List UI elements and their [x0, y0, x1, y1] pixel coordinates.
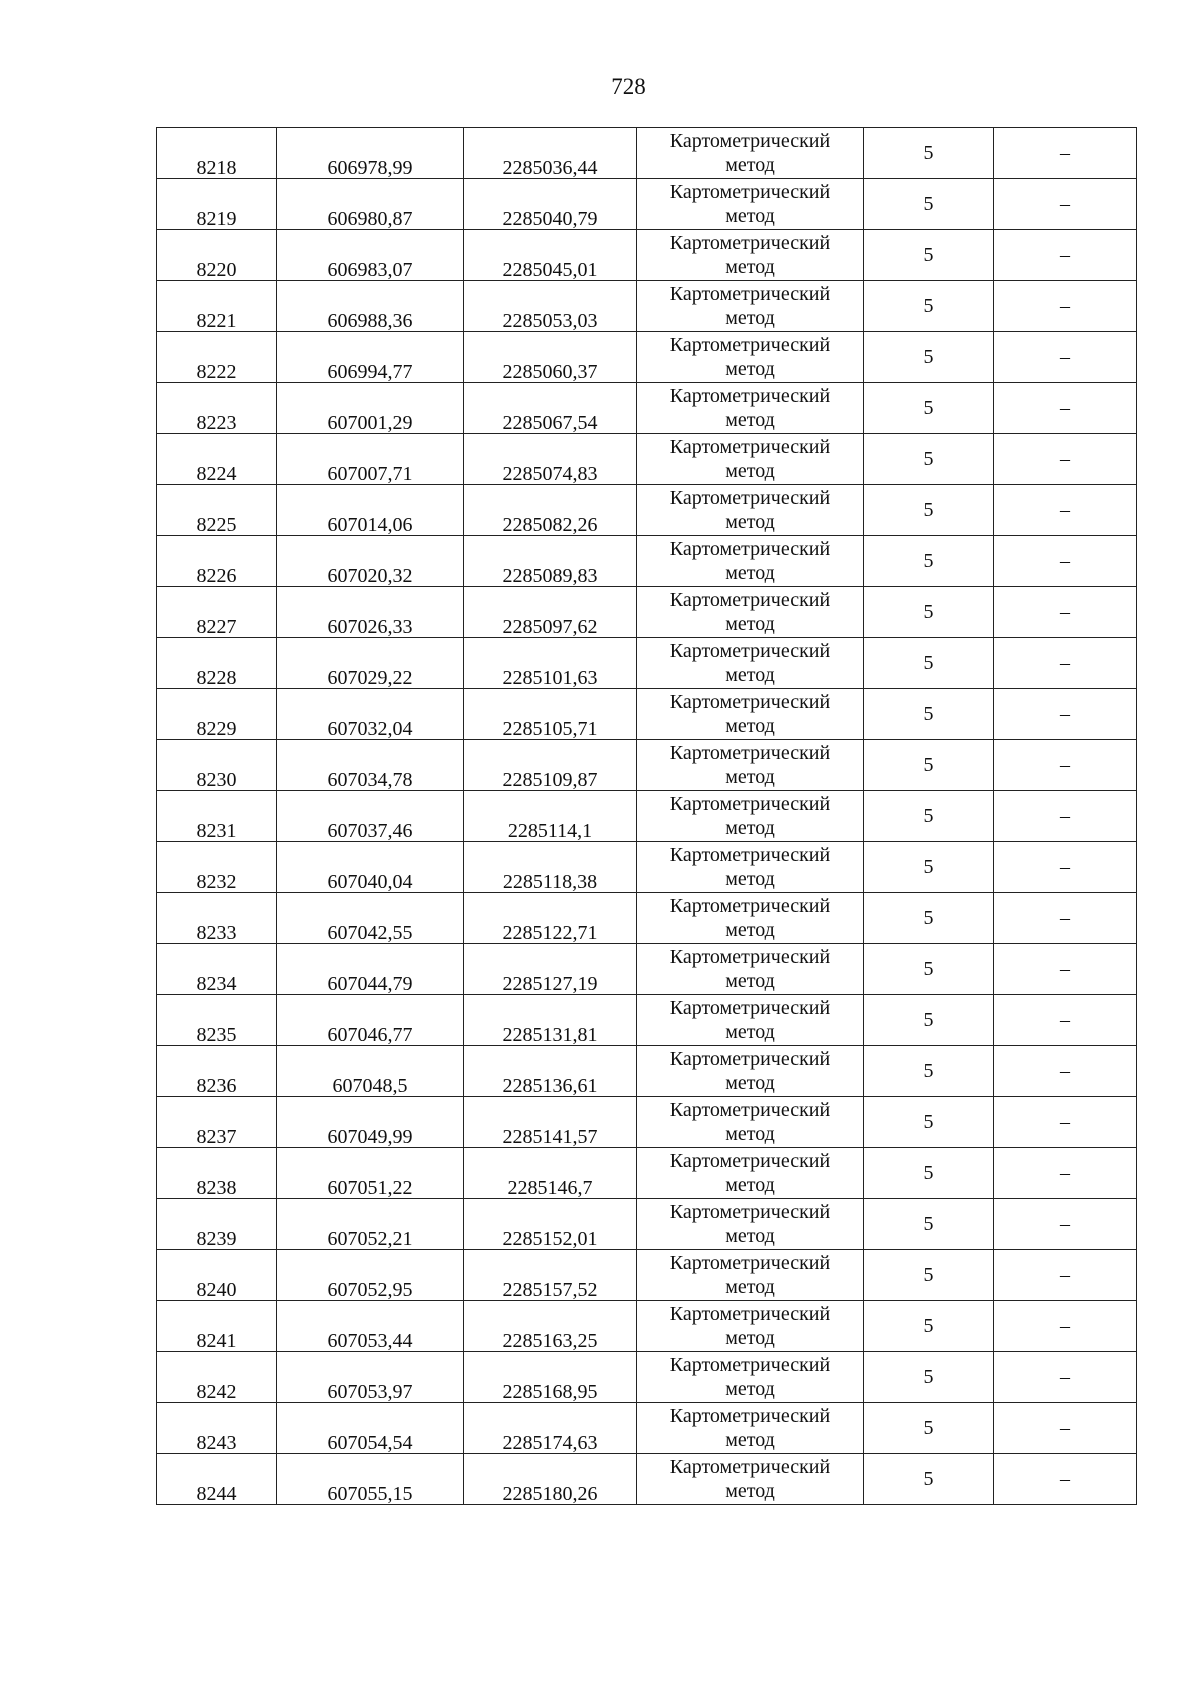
method-cell [637, 179, 864, 230]
accuracy-cell: 5 [864, 1097, 994, 1148]
note-cell: – [994, 842, 1137, 893]
point-number-cell: 8228 [157, 638, 277, 689]
method-cell [637, 485, 864, 536]
method-line-2: метод [725, 409, 775, 431]
accuracy-cell: 5 [864, 383, 994, 434]
x-coordinate-cell: 607032,04 [277, 689, 464, 740]
method-cell [637, 1352, 864, 1403]
point-number-cell: 8220 [157, 230, 277, 281]
point-number-cell: 8244 [157, 1454, 277, 1505]
note-cell: – [994, 1199, 1137, 1250]
y-coordinate-cell: 2285082,26 [464, 485, 637, 536]
accuracy-cell: 5 [864, 1403, 994, 1454]
method-line-1: Картометрический [669, 1405, 831, 1427]
x-coordinate-cell: 607014,06 [277, 485, 464, 536]
method-line-2: метод [725, 1123, 775, 1145]
table-row [157, 536, 1137, 587]
point-number-cell: 8227 [157, 587, 277, 638]
y-coordinate-cell: 2285097,62 [464, 587, 637, 638]
table-row [157, 383, 1137, 434]
note-cell: – [994, 179, 1137, 230]
y-coordinate-cell: 2285105,71 [464, 689, 637, 740]
table-row [157, 332, 1137, 383]
method-cell [637, 1403, 864, 1454]
note-cell: – [994, 434, 1137, 485]
x-coordinate-cell: 607034,78 [277, 740, 464, 791]
x-coordinate-cell: 607052,95 [277, 1250, 464, 1301]
x-coordinate-cell: 607053,97 [277, 1352, 464, 1403]
point-number-cell: 8223 [157, 383, 277, 434]
method-cell [637, 281, 864, 332]
y-coordinate-cell: 2285074,83 [464, 434, 637, 485]
y-coordinate-cell: 2285118,38 [464, 842, 637, 893]
point-number-cell: 8222 [157, 332, 277, 383]
x-coordinate-cell: 606983,07 [277, 230, 464, 281]
method-line-1: Картометрический [669, 1303, 831, 1325]
point-number-cell: 8240 [157, 1250, 277, 1301]
x-coordinate-cell: 607040,04 [277, 842, 464, 893]
accuracy-cell: 5 [864, 638, 994, 689]
note-cell: – [994, 536, 1137, 587]
method-line-1: Картометрический [669, 793, 831, 815]
note-cell: – [994, 485, 1137, 536]
note-cell: – [994, 587, 1137, 638]
method-cell [637, 1148, 864, 1199]
table-row [157, 1199, 1137, 1250]
point-number-cell: 8242 [157, 1352, 277, 1403]
method-line-1: Картометрический [669, 436, 831, 458]
method-line-2: метод [725, 1327, 775, 1349]
point-number-cell: 8241 [157, 1301, 277, 1352]
y-coordinate-cell: 2285089,83 [464, 536, 637, 587]
method-cell [637, 536, 864, 587]
method-line-2: метод [725, 511, 775, 533]
method-line-2: метод [725, 562, 775, 584]
method-line-2: метод [725, 868, 775, 890]
x-coordinate-cell: 607037,46 [277, 791, 464, 842]
x-coordinate-cell: 606994,77 [277, 332, 464, 383]
accuracy-cell: 5 [864, 536, 994, 587]
accuracy-cell: 5 [864, 281, 994, 332]
y-coordinate-cell: 2285109,87 [464, 740, 637, 791]
method-line-2: метод [725, 1480, 775, 1502]
method-cell [637, 1097, 864, 1148]
point-number-cell: 8224 [157, 434, 277, 485]
note-cell: – [994, 1352, 1137, 1403]
accuracy-cell: 5 [864, 893, 994, 944]
table-row [157, 1403, 1137, 1454]
table-row [157, 179, 1137, 230]
method-line-1: Картометрический [669, 334, 831, 356]
method-line-1: Картометрический [669, 1354, 831, 1376]
y-coordinate-cell: 2285157,52 [464, 1250, 637, 1301]
method-line-1: Картометрический [669, 130, 831, 152]
point-number-cell: 8231 [157, 791, 277, 842]
point-number-cell: 8236 [157, 1046, 277, 1097]
method-line-1: Картометрический [669, 1048, 831, 1070]
x-coordinate-cell: 607029,22 [277, 638, 464, 689]
y-coordinate-cell: 2285131,81 [464, 995, 637, 1046]
accuracy-cell: 5 [864, 689, 994, 740]
x-coordinate-cell: 607042,55 [277, 893, 464, 944]
note-cell: – [994, 332, 1137, 383]
x-coordinate-cell: 606980,87 [277, 179, 464, 230]
table-row [157, 944, 1137, 995]
accuracy-cell: 5 [864, 740, 994, 791]
point-number-cell: 8232 [157, 842, 277, 893]
table-row [157, 740, 1137, 791]
point-number-cell: 8226 [157, 536, 277, 587]
y-coordinate-cell: 2285136,61 [464, 1046, 637, 1097]
method-line-2: метод [725, 1021, 775, 1043]
table-row [157, 230, 1137, 281]
method-line-2: метод [725, 817, 775, 839]
method-line-1: Картометрический [669, 691, 831, 713]
note-cell: – [994, 128, 1137, 179]
point-number-cell: 8233 [157, 893, 277, 944]
accuracy-cell: 5 [864, 1250, 994, 1301]
accuracy-cell: 5 [864, 944, 994, 995]
point-number-cell: 8221 [157, 281, 277, 332]
accuracy-cell: 5 [864, 587, 994, 638]
method-line-1: Картометрический [669, 1099, 831, 1121]
note-cell: – [994, 1403, 1137, 1454]
method-line-1: Картометрический [669, 385, 831, 407]
y-coordinate-cell: 2285101,63 [464, 638, 637, 689]
note-cell: – [994, 383, 1137, 434]
accuracy-cell: 5 [864, 485, 994, 536]
note-cell: – [994, 689, 1137, 740]
note-cell: – [994, 1250, 1137, 1301]
x-coordinate-cell: 607007,71 [277, 434, 464, 485]
method-cell [637, 1046, 864, 1097]
point-number-cell: 8234 [157, 944, 277, 995]
accuracy-cell: 5 [864, 1046, 994, 1097]
accuracy-cell: 5 [864, 1454, 994, 1505]
method-cell [637, 1199, 864, 1250]
note-cell: – [994, 1148, 1137, 1199]
y-coordinate-cell: 2285146,7 [464, 1148, 637, 1199]
y-coordinate-cell: 2285122,71 [464, 893, 637, 944]
x-coordinate-cell: 607052,21 [277, 1199, 464, 1250]
x-coordinate-cell: 607046,77 [277, 995, 464, 1046]
table-row [157, 587, 1137, 638]
method-cell [637, 944, 864, 995]
method-line-1: Картометрический [669, 640, 831, 662]
method-cell [637, 587, 864, 638]
table-row [157, 842, 1137, 893]
method-line-2: метод [725, 358, 775, 380]
note-cell: – [994, 230, 1137, 281]
point-number-cell: 8218 [157, 128, 277, 179]
table-row [157, 281, 1137, 332]
note-cell: – [994, 1046, 1137, 1097]
note-cell: – [994, 893, 1137, 944]
note-cell: – [994, 281, 1137, 332]
note-cell: – [994, 791, 1137, 842]
method-line-1: Картометрический [669, 538, 831, 560]
y-coordinate-cell: 2285067,54 [464, 383, 637, 434]
accuracy-cell: 5 [864, 230, 994, 281]
method-cell [637, 383, 864, 434]
point-number-cell: 8230 [157, 740, 277, 791]
accuracy-cell: 5 [864, 128, 994, 179]
method-cell [637, 689, 864, 740]
method-cell [637, 1454, 864, 1505]
method-line-1: Картометрический [669, 589, 831, 611]
x-coordinate-cell: 607049,99 [277, 1097, 464, 1148]
note-cell: – [994, 944, 1137, 995]
method-line-2: метод [725, 715, 775, 737]
accuracy-cell: 5 [864, 791, 994, 842]
table-row [157, 1352, 1137, 1403]
method-line-1: Картометрический [669, 232, 831, 254]
method-line-2: метод [725, 664, 775, 686]
point-number-cell: 8237 [157, 1097, 277, 1148]
method-cell [637, 332, 864, 383]
y-coordinate-cell: 2285174,63 [464, 1403, 637, 1454]
point-number-cell: 8229 [157, 689, 277, 740]
x-coordinate-cell: 606978,99 [277, 128, 464, 179]
note-cell: – [994, 1301, 1137, 1352]
accuracy-cell: 5 [864, 179, 994, 230]
note-cell: – [994, 740, 1137, 791]
x-coordinate-cell: 606988,36 [277, 281, 464, 332]
y-coordinate-cell: 2285141,57 [464, 1097, 637, 1148]
y-coordinate-cell: 2285127,19 [464, 944, 637, 995]
table-row [157, 1097, 1137, 1148]
method-line-1: Картометрический [669, 742, 831, 764]
y-coordinate-cell: 2285045,01 [464, 230, 637, 281]
y-coordinate-cell: 2285053,03 [464, 281, 637, 332]
table-row [157, 1301, 1137, 1352]
x-coordinate-cell: 607048,5 [277, 1046, 464, 1097]
method-line-1: Картометрический [669, 997, 831, 1019]
method-cell [637, 1301, 864, 1352]
table-row [157, 791, 1137, 842]
method-line-1: Картометрический [669, 1252, 831, 1274]
method-line-2: метод [725, 1174, 775, 1196]
point-number-cell: 8239 [157, 1199, 277, 1250]
accuracy-cell: 5 [864, 1148, 994, 1199]
method-line-2: метод [725, 256, 775, 278]
y-coordinate-cell: 2285168,95 [464, 1352, 637, 1403]
accuracy-cell: 5 [864, 332, 994, 383]
accuracy-cell: 5 [864, 1301, 994, 1352]
method-line-2: метод [725, 1072, 775, 1094]
point-number-cell: 8238 [157, 1148, 277, 1199]
table-row [157, 128, 1137, 179]
x-coordinate-cell: 607020,32 [277, 536, 464, 587]
method-line-2: метод [725, 970, 775, 992]
table-row [157, 995, 1137, 1046]
method-cell [637, 230, 864, 281]
method-line-1: Картометрический [669, 946, 831, 968]
table-row [157, 1148, 1137, 1199]
note-cell: – [994, 638, 1137, 689]
x-coordinate-cell: 607054,54 [277, 1403, 464, 1454]
method-line-1: Картометрический [669, 895, 831, 917]
point-number-cell: 8235 [157, 995, 277, 1046]
method-line-2: метод [725, 460, 775, 482]
accuracy-cell: 5 [864, 434, 994, 485]
method-cell [637, 995, 864, 1046]
accuracy-cell: 5 [864, 1352, 994, 1403]
x-coordinate-cell: 607055,15 [277, 1454, 464, 1505]
x-coordinate-cell: 607044,79 [277, 944, 464, 995]
point-number-cell: 8225 [157, 485, 277, 536]
table-row [157, 638, 1137, 689]
point-number-cell: 8243 [157, 1403, 277, 1454]
y-coordinate-cell: 2285060,37 [464, 332, 637, 383]
method-line-1: Картометрический [669, 1150, 831, 1172]
coordinates-table [156, 127, 1137, 1505]
method-line-2: метод [725, 154, 775, 176]
method-line-2: метод [725, 1378, 775, 1400]
y-coordinate-cell: 2285036,44 [464, 128, 637, 179]
method-line-2: метод [725, 919, 775, 941]
method-cell [637, 638, 864, 689]
accuracy-cell: 5 [864, 995, 994, 1046]
table-row [157, 689, 1137, 740]
method-line-1: Картометрический [669, 181, 831, 203]
x-coordinate-cell: 607001,29 [277, 383, 464, 434]
table-row [157, 1250, 1137, 1301]
note-cell: – [994, 995, 1137, 1046]
y-coordinate-cell: 2285163,25 [464, 1301, 637, 1352]
method-line-2: метод [725, 766, 775, 788]
method-cell [637, 1250, 864, 1301]
note-cell: – [994, 1097, 1137, 1148]
y-coordinate-cell: 2285114,1 [464, 791, 637, 842]
table-row [157, 434, 1137, 485]
y-coordinate-cell: 2285152,01 [464, 1199, 637, 1250]
method-line-2: метод [725, 205, 775, 227]
method-cell [637, 791, 864, 842]
table-row [157, 1046, 1137, 1097]
table-row [157, 893, 1137, 944]
page-number: 728 [611, 74, 646, 99]
note-cell: – [994, 1454, 1137, 1505]
accuracy-cell: 5 [864, 1199, 994, 1250]
point-number-cell: 8219 [157, 179, 277, 230]
table-body [157, 128, 1137, 1505]
method-line-1: Картометрический [669, 844, 831, 866]
y-coordinate-cell: 2285040,79 [464, 179, 637, 230]
table-row [157, 485, 1137, 536]
method-line-2: метод [725, 613, 775, 635]
accuracy-cell: 5 [864, 842, 994, 893]
table-row [157, 1454, 1137, 1505]
method-line-1: Картометрический [669, 283, 831, 305]
method-cell [637, 740, 864, 791]
method-line-2: метод [725, 1225, 775, 1247]
method-line-1: Картометрический [669, 1456, 831, 1478]
method-cell [637, 128, 864, 179]
x-coordinate-cell: 607051,22 [277, 1148, 464, 1199]
method-line-2: метод [725, 307, 775, 329]
method-line-1: Картометрический [669, 487, 831, 509]
method-cell [637, 842, 864, 893]
method-line-2: метод [725, 1276, 775, 1298]
method-line-2: метод [725, 1429, 775, 1451]
method-cell [637, 893, 864, 944]
method-line-1: Картометрический [669, 1201, 831, 1223]
x-coordinate-cell: 607053,44 [277, 1301, 464, 1352]
y-coordinate-cell: 2285180,26 [464, 1454, 637, 1505]
method-cell [637, 434, 864, 485]
x-coordinate-cell: 607026,33 [277, 587, 464, 638]
